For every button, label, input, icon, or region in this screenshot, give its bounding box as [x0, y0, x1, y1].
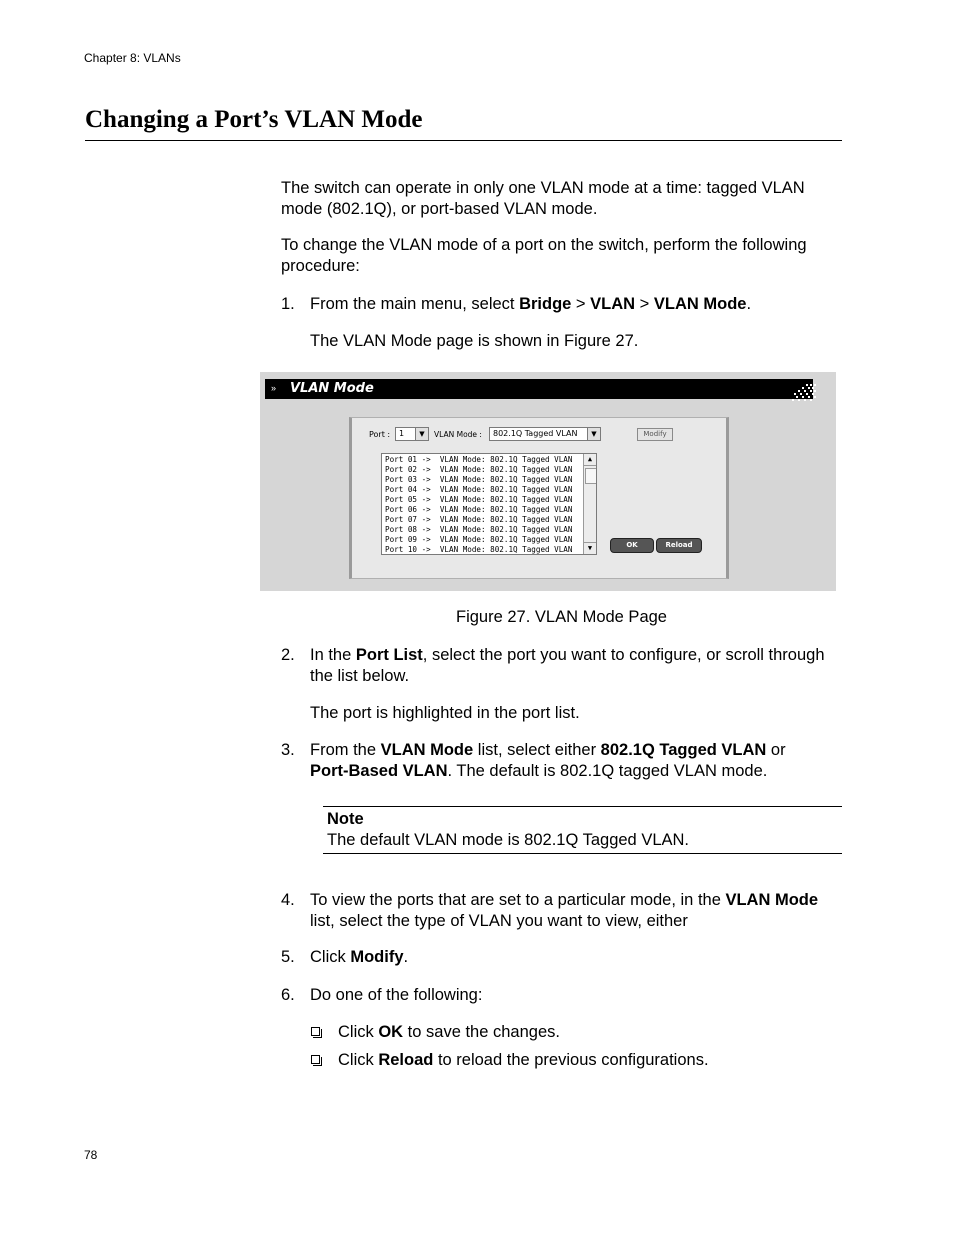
step-6-number: 6.	[281, 986, 295, 1004]
port-select[interactable]	[395, 427, 429, 441]
sub-item-pre: Click	[338, 1023, 379, 1041]
note-text: The default VLAN mode is 802.1Q Tagged VLAN.	[327, 831, 690, 849]
step-3-line-2	[310, 761, 842, 782]
menu-path-vlan: VLAN	[590, 295, 636, 313]
step-1-number: 1.	[281, 295, 295, 313]
list-item[interactable]: Port 05 -> VLAN Mode: 802.1Q Tagged VLAN	[385, 495, 573, 504]
ok-term: OK	[378, 1023, 404, 1041]
step-4-pre: To view the ports that are set to a particular mode, in the	[310, 891, 726, 909]
chevron-down-icon[interactable]: ▼	[415, 428, 428, 440]
vlan-mode-label: VLAN Mode :	[434, 430, 482, 439]
intro-paragraph-2-line-2: procedure:	[281, 257, 360, 275]
step-3-line-2-post: . The default is 802.1Q tagged VLAN mode.	[447, 762, 768, 780]
step-2-post: , select the port you want to configure, or scroll through	[422, 646, 825, 664]
running-head: Chapter 8: VLANs	[84, 51, 181, 65]
checkbox-bullet-icon	[311, 1055, 320, 1064]
list-item[interactable]: Port 04 -> VLAN Mode: 802.1Q Tagged VLAN	[385, 485, 573, 494]
modify-term: Modify	[350, 948, 404, 966]
step-3-text	[310, 740, 842, 782]
tagged-vlan-term: 802.1Q Tagged VLAN	[600, 741, 767, 759]
list-item[interactable]: Port 08 -> VLAN Mode: 802.1Q Tagged VLAN	[385, 525, 573, 534]
reload-term: Reload	[378, 1051, 434, 1069]
list-item[interactable]: Port 06 -> VLAN Mode: 802.1Q Tagged VLAN	[385, 505, 573, 514]
modify-button[interactable]: Modify	[637, 428, 673, 441]
menu-path-vlan-mode: VLAN Mode	[653, 295, 747, 313]
ok-button[interactable]: OK	[610, 538, 654, 553]
vlan-mode-term: VLAN Mode	[725, 891, 819, 909]
checkbox-bullet-icon	[311, 1027, 320, 1036]
step-2-number: 2.	[281, 646, 295, 664]
step-3-pre: From the	[310, 741, 381, 759]
step-5-post: .	[403, 948, 409, 966]
port-select-value: 1	[399, 429, 405, 438]
step-4-number: 4.	[281, 891, 295, 909]
step-5-text	[310, 947, 842, 968]
vlan-mode-select-value: 802.1Q Tagged VLAN	[493, 429, 578, 438]
port-list[interactable]	[381, 453, 597, 555]
step-3-line-1	[310, 740, 842, 761]
step-5-number: 5.	[281, 948, 295, 966]
intro-paragraph-2-line-1: To change the VLAN mode of a port on the switch, perform the following	[281, 236, 807, 254]
step-4-line-2: list, select the type of VLAN you want to view, either	[310, 912, 688, 930]
sub-item-ok	[338, 1022, 560, 1043]
list-item[interactable]: Port 07 -> VLAN Mode: 802.1Q Tagged VLAN	[385, 515, 573, 524]
step-3-mid: list, select either	[473, 741, 601, 759]
port-label: Port :	[369, 430, 391, 439]
vlan-mode-term: VLAN Mode	[380, 741, 474, 759]
menu-path-separator: >	[571, 295, 591, 313]
vlan-mode-select[interactable]	[489, 427, 601, 441]
chevron-down-icon[interactable]: ▼	[587, 428, 600, 440]
section-title: Changing a Port’s VLAN Mode	[85, 106, 423, 133]
intro-paragraph-1-line-1: The switch can operate in only one VLAN mode at a time: tagged VLAN	[281, 179, 805, 197]
sub-item-post: to save the changes.	[403, 1023, 560, 1041]
port-list-scrollbar[interactable]	[583, 454, 596, 554]
port-based-vlan-term: Port-Based VLAN	[310, 762, 448, 780]
figure-caption: Figure 27. VLAN Mode Page	[456, 608, 667, 626]
intro-paragraph-1-line-2: mode (802.1Q), or port-based VLAN mode.	[281, 200, 598, 218]
dither-logo-icon	[792, 384, 816, 404]
step-1-pre: From the main menu, select	[310, 295, 520, 313]
sub-item-pre: Click	[338, 1051, 379, 1069]
menu-path-separator: >	[635, 295, 654, 313]
figure-title-bar	[265, 379, 813, 399]
note-bottom-rule	[323, 853, 842, 854]
step-2-line-2: the list below.	[310, 667, 410, 685]
list-item[interactable]: Port 10 -> VLAN Mode: 802.1Q Tagged VLAN	[385, 545, 573, 554]
list-item[interactable]: Port 02 -> VLAN Mode: 802.1Q Tagged VLAN	[385, 465, 573, 474]
note-title: Note	[327, 810, 364, 828]
step-6-text: Do one of the following:	[310, 986, 483, 1004]
vlan-mode-panel	[349, 417, 729, 579]
scroll-up-icon[interactable]: ▲	[584, 454, 596, 466]
figure-page-title: VLAN Mode	[290, 381, 374, 396]
reload-button[interactable]: Reload	[656, 538, 702, 553]
list-item[interactable]: Port 03 -> VLAN Mode: 802.1Q Tagged VLAN	[385, 475, 573, 484]
step-4-text	[310, 890, 842, 932]
step-3-post: or	[766, 741, 786, 759]
title-rule	[85, 140, 842, 141]
sub-item-reload	[338, 1050, 709, 1071]
step-2-line-1	[310, 645, 842, 666]
step-1-text	[310, 294, 842, 315]
step-1-result: The VLAN Mode page is shown in Figure 27.	[310, 332, 639, 350]
intro-paragraph-1	[281, 178, 841, 220]
step-5-pre: Click	[310, 948, 351, 966]
step-2-text	[310, 645, 842, 687]
intro-paragraph-2	[281, 235, 841, 277]
title-bullet-icon: »	[271, 383, 277, 393]
step-3-number: 3.	[281, 741, 295, 759]
step-1-post: .	[746, 295, 752, 313]
step-2-pre: In the	[310, 646, 356, 664]
list-item[interactable]: Port 01 -> VLAN Mode: 802.1Q Tagged VLAN	[385, 455, 573, 464]
note-top-rule	[323, 806, 842, 807]
scroll-down-icon[interactable]: ▼	[584, 542, 596, 554]
menu-path-bridge: Bridge	[519, 295, 572, 313]
vlan-mode-figure	[260, 372, 836, 591]
sub-item-post: to reload the previous configurations.	[433, 1051, 709, 1069]
step-4-line-1	[310, 890, 842, 911]
page-number: 78	[84, 1148, 98, 1162]
step-2-result: The port is highlighted in the port list.	[310, 704, 580, 722]
port-list-term: Port List	[355, 646, 423, 664]
scroll-thumb[interactable]	[585, 468, 597, 484]
list-item[interactable]: Port 09 -> VLAN Mode: 802.1Q Tagged VLAN	[385, 535, 573, 544]
